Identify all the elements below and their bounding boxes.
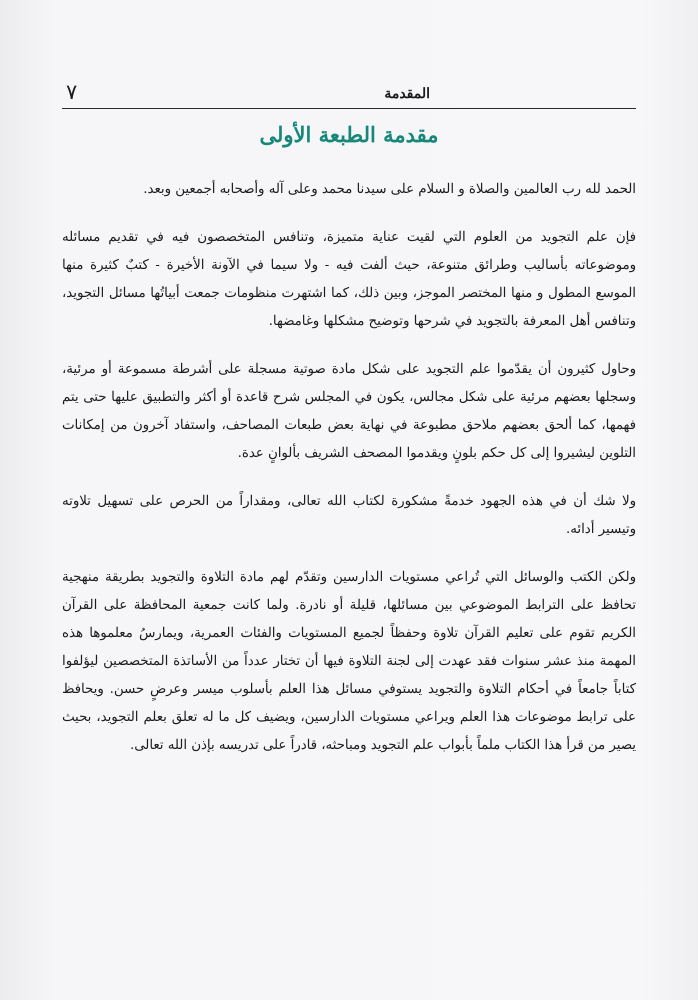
header-title: المقدمة <box>384 86 430 102</box>
document-title: مقدمة الطبعة الأولى <box>259 122 439 147</box>
body-text <box>62 176 636 780</box>
paragraph: ولكن الكتب والوسائل التي تُراعي مستويات الدارسين وتقدّم لهم مادة التلاوة والتجويد بطريقة منهجية تحافظ على الترابط الموضوعي بين مسائلها، قليلة أو نادرة. ولما كانت جمعية المحافظة على القرآن الكريم تقوم على تعليم القرآن تلاوة وحفظاً لجميع المستويات والفئات العمرية، ويمارسُ معلموها هذه المهمة منذ عشر سنوات فقد عهدت إلى لجنة التلاوة فيها أن تختار عدداً من الأساتذة المتخصصين ليؤلفوا كتاباً جامعاً في أحكام التلاوة والتجويد يستوفي مسائل هذا العلم بأسلوب ميسر وعرضٍ حسن. ويحافظ على ترابط موضوعات هذا العلم ويراعي مستويات الدارسين، ويضيف كل ما له تعلق بعلم التجويد، بحيث يصير من قرأ هذا الكتاب ملماً بأبواب علم التجويد ومباحثه، قادراً على تدريسه بإذن الله تعالى. <box>62 570 636 753</box>
running-header <box>62 82 636 109</box>
paragraph: فإن علم التجويد من العلوم التي لقيت عناية متميزة، وتنافس المتخصصون فيه في تقديم مسائله وموضوعاته بأساليب وطرائق متنوعة، حيث ألفت فيه - ولا سيما في الآونة الأخيرة - كتبٌ كثيرة منها الموسع المطول و منها المختصر الموجز، وبين ذلك، كما اشتهرت منظومات جمعت أبياتُها مسائل التجويد، وتنافس أهل المعرفة بالتجويد في شرحها وتوضيح مشكلها وغامضها. <box>62 230 636 329</box>
page-number: ٧ <box>66 80 78 104</box>
paragraph: ولا شك أن في هذه الجهود خدمةً مشكورة لكتاب الله تعالى، ومقداراً من الحرص على تسهيل تلاوته وتيسير أدائه. <box>62 494 636 537</box>
paragraph: الحمد لله رب العالمين والصلاة و السلام على سيدنا محمد وعلى آله وأصحابه أجمعين وبعد. <box>143 182 636 197</box>
paragraph: وحاول كثيرون أن يقدّموا علم التجويد على شكل مادة صوتية مسجلة على أشرطة مسموعة أو مرئية، وسجلها بعضهم مرئية على شكل مجالس، يكون في المجلس شرح قاعدة أو أكثر والتطبيق عليها حتى يتم فهمها، كما ألحق بعضهم ملاحق مطبوعة في نهاية بعض طبعات المصاحف، واستفاد آخرون من إمكانات التلوين ليشيروا إلى كل حكم بلونٍ ويقدموا المصحف الشريف بألوانٍ عدة. <box>62 362 636 461</box>
